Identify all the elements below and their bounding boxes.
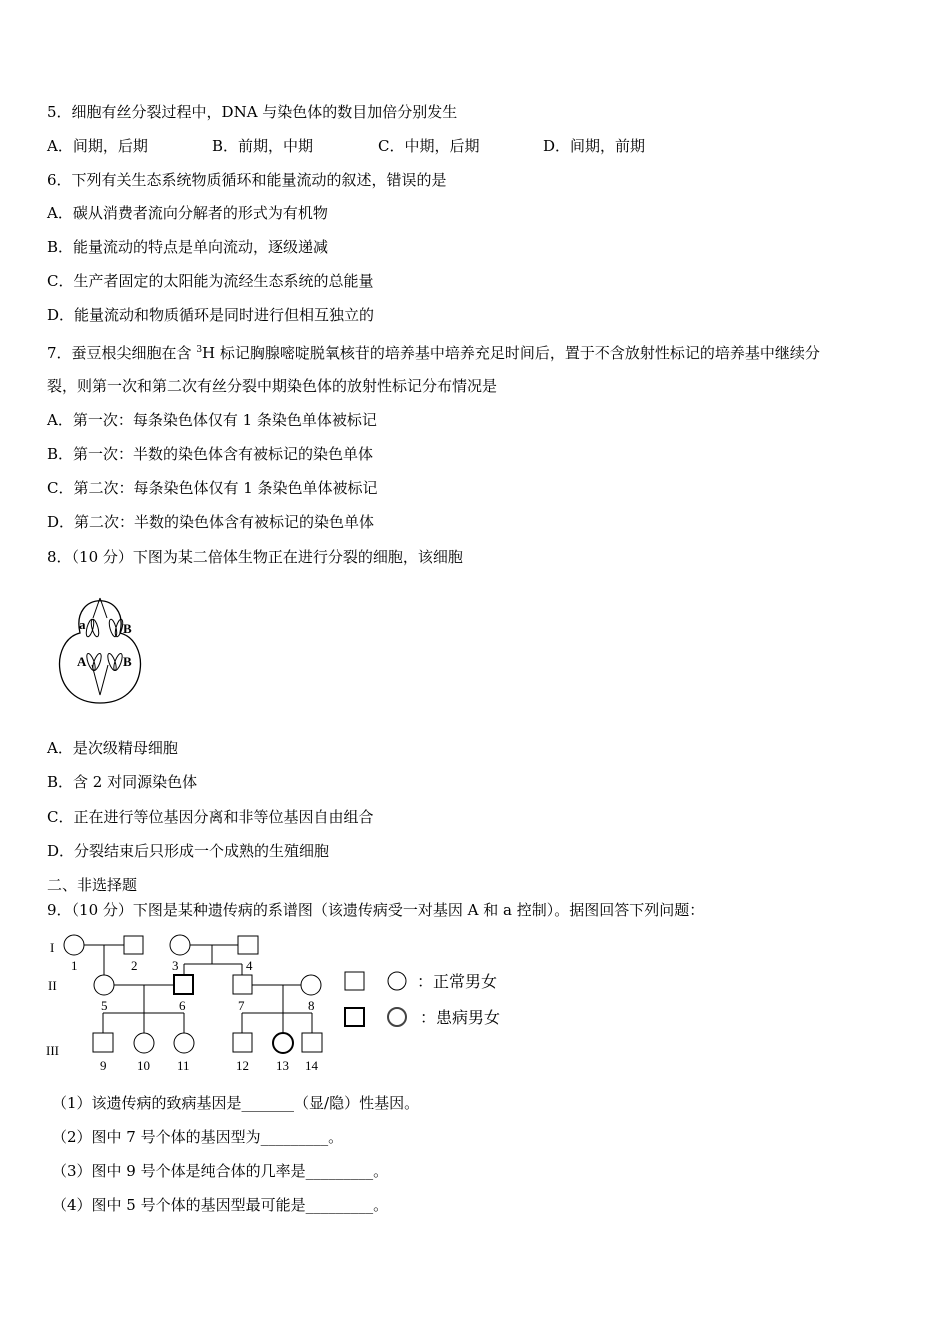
q7-option-b: B．第一次：半数的染色体含有被标记的染色单体	[47, 445, 374, 463]
id-label: 5	[101, 998, 108, 1013]
individual-3	[170, 935, 190, 955]
gene-label: B	[123, 654, 132, 669]
id-label: 13	[276, 1058, 289, 1073]
individual-13-affected	[273, 1033, 293, 1053]
q8-stem: 8．（10 分）下图为某二倍体生物正在进行分裂的细胞，该细胞	[47, 548, 463, 566]
gene-label: a	[79, 617, 86, 632]
q7-option-c: C．第二次：每条染色体仅有 1 条染色单体被标记	[47, 479, 378, 497]
id-label: 14	[305, 1058, 318, 1073]
individual-2	[124, 936, 143, 954]
q8-option-c: C．正在进行等位基因分离和非等位基因自由组合	[47, 808, 374, 826]
individual-6-affected	[174, 975, 193, 994]
id-label: 3	[172, 958, 179, 973]
generation-label: III	[46, 1043, 59, 1058]
q6-option-b: B．能量流动的特点是单向流动，逐级递减	[47, 238, 329, 256]
q6-option-c: C．生产者固定的太阳能为流经生态系统的总能量	[47, 272, 374, 290]
section-heading: 二、非选择题	[47, 876, 138, 894]
id-label: 7	[238, 998, 245, 1013]
gene-label: B	[123, 621, 132, 636]
individual-8	[301, 975, 321, 995]
legend-normal-label: ：正常男女	[417, 972, 498, 991]
q5-option-a: A．间期，后期	[47, 137, 148, 155]
q5-option-c: C．中期，后期	[378, 137, 480, 155]
id-label: 2	[131, 958, 138, 973]
id-label: 4	[246, 958, 253, 973]
q9-sub-2: （2）图中 7 号个体的基因型为_________。	[52, 1128, 344, 1146]
q7-stem-b: H 标记胸腺嘧啶脱氧核苷的培养基中培养充足时间后，置于不含放射性标记的培养基中继续分	[202, 344, 820, 362]
individual-11	[174, 1033, 194, 1053]
id-label: 6	[179, 998, 186, 1013]
q6-option-d: D．能量流动和物质循环是同时进行但相互独立的	[47, 306, 375, 324]
q7-sup: 3	[196, 345, 203, 355]
q9-sub-3: （3）图中 9 号个体是纯合体的几率是_________。	[52, 1162, 389, 1180]
q9-stem: 9．（10 分）下图是某种遗传病的系谱图（该遗传病受一对基因 A 和 a 控制）。据图回答下列问题：	[47, 901, 705, 919]
gene-label: A	[77, 654, 87, 669]
individual-12	[233, 1033, 252, 1052]
q8-option-a: A．是次级精母细胞	[47, 739, 178, 757]
individual-1	[64, 935, 84, 955]
q6-option-a: A．碳从消费者流向分解者的形式为有机物	[47, 204, 328, 222]
q5-option-d: D．间期，前期	[543, 137, 646, 155]
id-label: 12	[236, 1058, 249, 1073]
individual-labels	[71, 958, 319, 1073]
q7-option-a: A．第一次：每条染色体仅有 1 条染色单体被标记	[47, 411, 377, 429]
id-label: 8	[308, 998, 315, 1013]
id-label: 1	[71, 958, 78, 973]
q8-option-b: B．含 2 对同源染色体	[47, 773, 198, 791]
legend-affected-label: ：患病男女	[420, 1008, 501, 1027]
generation-label: II	[48, 978, 57, 993]
q7-option-d: D．第二次：半数的染色体含有被标记的染色单体	[47, 513, 375, 531]
individual-4	[238, 936, 258, 954]
individual-9	[93, 1033, 113, 1052]
q6-stem: 6．下列有关生态系统物质循环和能量流动的叙述，错误的是	[47, 171, 447, 189]
q5-stem: 5．细胞有丝分裂过程中，DNA 与染色体的数目加倍分别发生	[47, 103, 458, 121]
id-label: 11	[177, 1058, 190, 1073]
generation-label: I	[50, 940, 55, 955]
id-label: 10	[137, 1058, 150, 1073]
legend-normal-male-icon	[345, 972, 364, 990]
q5-option-b: B．前期，中期	[212, 137, 314, 155]
individual-14	[302, 1033, 322, 1052]
individual-10	[134, 1033, 154, 1053]
q7-stem-a: 7．蚕豆根尖细胞在含	[47, 344, 197, 362]
legend-affected-female-icon	[388, 1008, 406, 1026]
legend-normal-female-icon	[388, 972, 406, 990]
legend-affected-male-icon	[345, 1008, 364, 1026]
q9-sub-4: （4）图中 5 号个体的基因型最可能是_________。	[52, 1196, 389, 1214]
q9-sub-1: （1）该遗传病的致病基因是_______（显/隐）性基因。	[52, 1094, 420, 1112]
individual-7	[233, 975, 252, 994]
q7-stem-line2: 裂，则第一次和第二次有丝分裂中期染色体的放射性标记分布情况是	[47, 377, 498, 395]
q8-option-d: D．分裂结束后只形成一个成熟的生殖细胞	[47, 842, 330, 860]
id-label: 9	[100, 1058, 107, 1073]
individual-5	[94, 975, 114, 995]
